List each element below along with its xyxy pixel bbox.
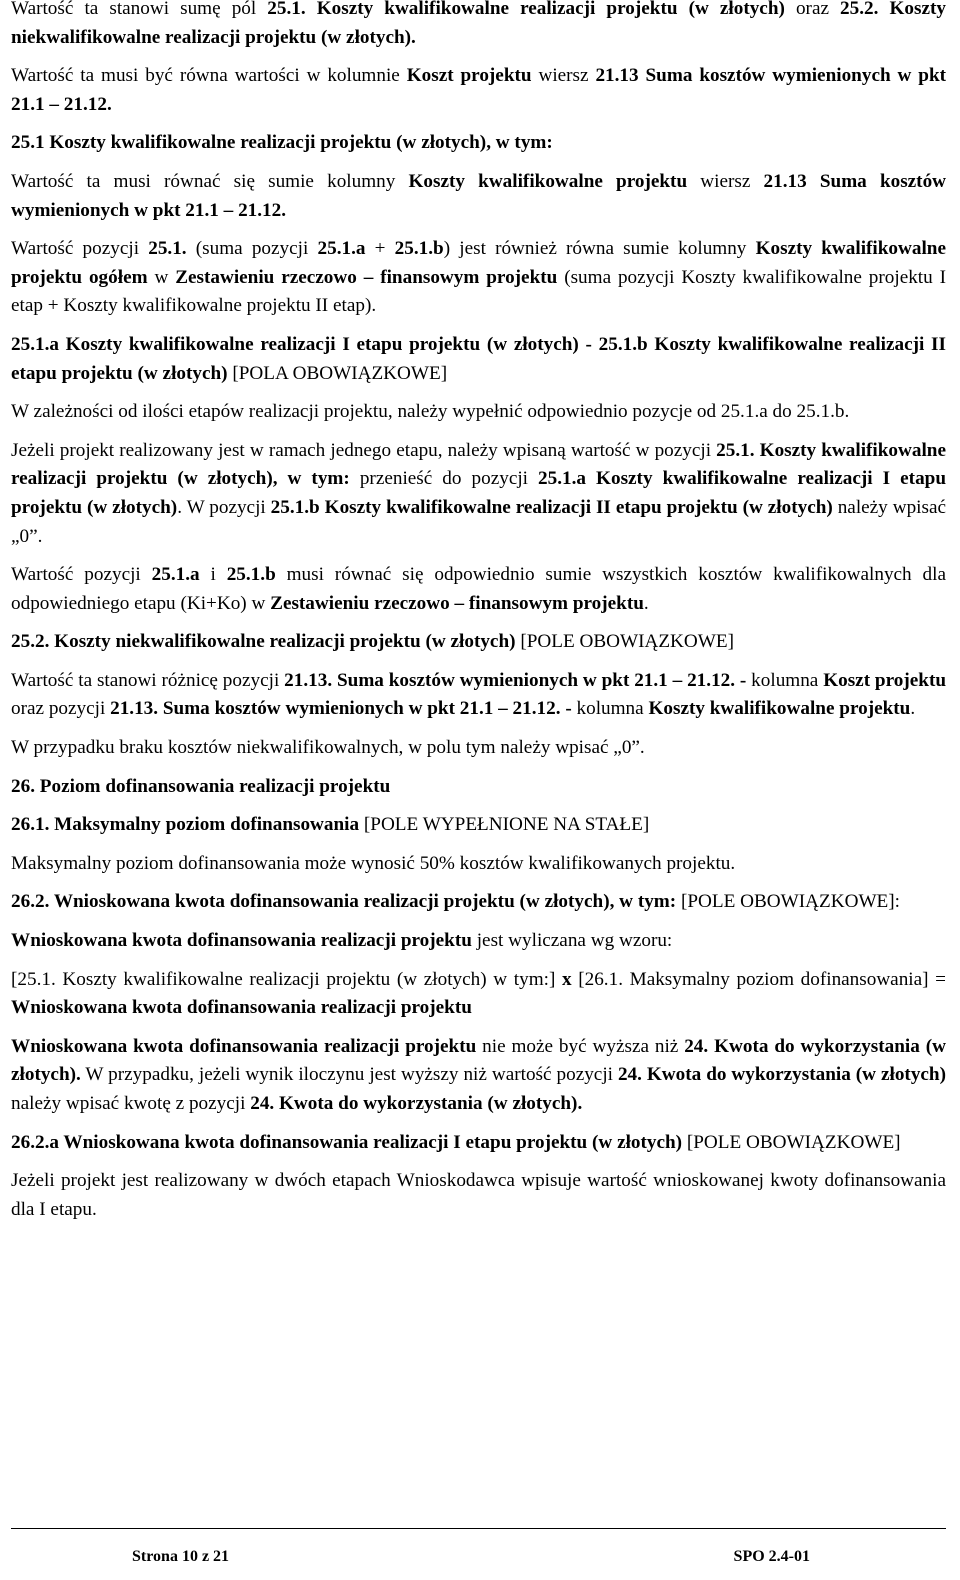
text-run: przenieść do pozycji	[349, 468, 539, 490]
bold-text: 26.2.a Wnioskowana kwota dofinansowania realizacji I etapu projektu (w złotych)	[11, 1131, 683, 1153]
bold-text: 25.2. Koszty niekwalifikowalne realizacji projektu (w złotych).	[11, 0, 946, 48]
text-run: [26.1. Maksymalny poziom dofinansowania] =	[571, 968, 946, 990]
bold-text: Koszt projektu	[823, 669, 947, 691]
text-run: jest wyliczana wg wzoru:	[471, 930, 673, 952]
bold-text: 25.1.b	[226, 564, 276, 586]
text-run: [POLE WYPEŁNIONE NA STAŁE]	[359, 814, 650, 836]
paragraph	[11, 1033, 946, 1119]
text-run: należy wpisać „0”.	[11, 496, 946, 547]
bold-text: 24. Kwota do wykorzystania (w złotych).	[250, 1093, 583, 1114]
paragraph	[11, 0, 946, 52]
text-run: W zależności od ilości etapów realizacji projektu, należy wypełnić odpowiednio pozycje od 25.1.a do 25.1.b.	[11, 401, 850, 423]
text-run: musi równać się odpowiednio sumie wszystkich kosztów kwalifikowalnych dla odpowiedniego etapu (Ki+Ko) w	[11, 564, 946, 614]
bold-text: 25.1.a	[317, 238, 366, 260]
section-heading	[11, 811, 946, 840]
text-run: kolumna	[571, 698, 649, 720]
text-run: oraz	[784, 0, 841, 19]
paragraph	[11, 168, 946, 225]
bold-text: -	[565, 698, 572, 720]
text-run: +	[365, 238, 395, 260]
bold-text: Zestawieniu rzeczowo – finansowym projektu	[270, 592, 644, 614]
bold-text: Wnioskowana kwota dofinansowania realizacji projektu	[11, 930, 472, 952]
text-run: Wartość pozycji	[11, 238, 149, 260]
bold-text: 24. Kwota do wykorzystania (w złotych)	[617, 1064, 946, 1086]
section-heading	[11, 1129, 946, 1158]
text-run: ) jest również równa sumie kolumny	[443, 238, 756, 260]
paragraph	[11, 437, 946, 551]
bold-text: 25.1.b Koszty kwalifikowalne realizacji II etapu projektu (w złotych)	[270, 496, 833, 518]
bold-text: 25.1.	[148, 238, 187, 260]
text-run: Wartość ta stanowi sumę pól	[11, 0, 268, 19]
text-run: kolumna	[746, 669, 824, 691]
bold-text: 26.1. Maksymalny poziom dofinansowania	[11, 814, 360, 836]
text-run: Maksymalny poziom dofinansowania może wynosić 50% kosztów kwalifikowanych projektu.	[11, 852, 736, 874]
bold-text: Wnioskowana kwota dofinansowania realizacji projektu	[11, 997, 472, 1019]
bold-text: Wnioskowana kwota dofinansowania realizacji projektu	[11, 1035, 477, 1057]
paragraph	[11, 667, 946, 724]
section-heading	[11, 628, 946, 657]
bold-text: 25.1.a Koszty kwalifikowalne realizacji I etapu projektu (w złotych) - 25.1.b Koszty kwalifikowalne realizacji II etapu projektu (w złotych)	[11, 333, 946, 384]
document-body	[11, 0, 946, 1224]
text-run: Jeżeli projekt jest realizowany w dwóch etapach Wnioskodawca wpisuje wartość wnioskowanej kwoty dofinansowania dla I etapu.	[11, 1170, 946, 1220]
text-run: Wartość pozycji	[11, 564, 152, 586]
bold-text: 21.13. Suma kosztów wymienionych w pkt 21.1 – 21.12.	[110, 698, 561, 720]
text-run: w	[147, 266, 176, 288]
bold-text: 25.1 Koszty kwalifikowalne realizacji projektu (w złotych), w tym:	[11, 132, 553, 154]
text-run: [POLE OBOWIĄZKOWE]	[515, 631, 734, 653]
text-run: i	[199, 564, 227, 586]
text-run: Jeżeli projekt realizowany jest w ramach jednego etapu, należy wpisaną wartość w pozycji	[11, 439, 717, 461]
paragraph	[11, 398, 946, 427]
bold-text: Koszt projektu	[406, 65, 532, 87]
bold-text: 21.13 Suma kosztów wymienionych w pkt 21.1 – 21.12.	[11, 65, 947, 115]
paragraph	[11, 235, 946, 321]
text-run: wiersz	[687, 170, 764, 192]
page-number: Strona 10 z 21	[132, 1548, 230, 1565]
text-run: [POLE OBOWIĄZKOWE]:	[676, 891, 900, 913]
text-run: [POLA OBOWIĄZKOWE]	[227, 362, 448, 384]
paragraph	[11, 561, 946, 618]
bold-text: Koszty kwalifikowalne projektu	[648, 698, 911, 720]
bold-text: 21.13 Suma kosztów wymienionych w pkt 21.1 – 21.12.	[11, 170, 947, 221]
bold-text: 24. Kwota do wykorzystania (w złotych).	[11, 1035, 946, 1086]
section-heading	[11, 773, 946, 802]
bold-text: 25.1. Koszty kwalifikowalne realizacji projektu (w złotych), w tym:	[11, 439, 946, 490]
bold-text: 25.1.a	[151, 564, 200, 586]
section-heading	[11, 129, 946, 158]
text-run: .	[910, 698, 916, 720]
footer-divider	[11, 1528, 946, 1529]
text-run: nie może być wyższa niż	[476, 1035, 685, 1057]
paragraph	[11, 62, 946, 119]
text-run: [25.1. Koszty kwalifikowalne realizacji projektu (w złotych) w tym:]	[11, 968, 562, 990]
paragraph	[11, 734, 946, 763]
text-run: W przypadku braku kosztów niekwalifikowalnych, w polu tym należy wpisać „0”.	[11, 737, 645, 759]
bold-text: Koszty kwalifikowalne projektu	[408, 170, 688, 192]
document-code: SPO 2.4-01	[733, 1548, 810, 1565]
section-heading	[11, 331, 946, 388]
bold-text: Koszty kwalifikowalne projektu ogółem	[11, 238, 946, 288]
paragraph	[11, 927, 946, 956]
text-run: . W pozycji	[177, 496, 271, 518]
text-run: należy wpisać kwotę z pozycji	[11, 1093, 251, 1114]
bold-text: 26. Poziom dofinansowania realizacji projektu	[11, 775, 391, 797]
bold-text: 25.1. Koszty kwalifikowalne realizacji projektu (w złotych)	[267, 0, 785, 19]
bold-text: x	[562, 968, 572, 990]
text-run: Wartość ta musi być równa wartości w kolumnie	[11, 65, 407, 87]
bold-text: 25.1.b	[394, 238, 444, 260]
paragraph	[11, 1167, 946, 1224]
section-heading	[11, 888, 946, 917]
formula-paragraph	[11, 966, 946, 1023]
bold-text: 21.13. Suma kosztów wymienionych w pkt 21.1 – 21.12.	[284, 669, 736, 691]
text-run: oraz pozycji	[11, 698, 111, 720]
text-run: Wartość ta musi równać się sumie kolumny	[11, 170, 409, 192]
page-footer	[132, 1548, 810, 1566]
text-run: Wartość ta stanowi różnicę pozycji	[11, 669, 285, 691]
text-run: .	[643, 592, 649, 614]
text-run: (suma pozycji Koszty kwalifikowalne projektu I etap + Koszty kwalifikowalne projektu II etap).	[11, 266, 946, 317]
bold-text: 26.2. Wnioskowana kwota dofinansowania realizacji projektu (w złotych), w tym:	[11, 891, 677, 913]
bold-text: Zestawieniu rzeczowo – finansowym projektu	[175, 266, 558, 288]
text-run: [POLE OBOWIĄZKOWE]	[682, 1131, 901, 1153]
text-run: (suma pozycji	[186, 238, 318, 260]
bold-text: 25.2. Koszty niekwalifikowalne realizacji projektu (w złotych)	[11, 631, 516, 653]
bold-text: 25.1.a Koszty kwalifikowalne realizacji I etapu projektu (w złotych)	[11, 468, 947, 518]
text-run: W przypadku, jeżeli wynik iloczynu jest wyższy niż wartość pozycji	[80, 1064, 618, 1086]
bold-text: -	[739, 669, 747, 691]
text-run: wiersz	[531, 65, 596, 87]
paragraph	[11, 850, 946, 879]
